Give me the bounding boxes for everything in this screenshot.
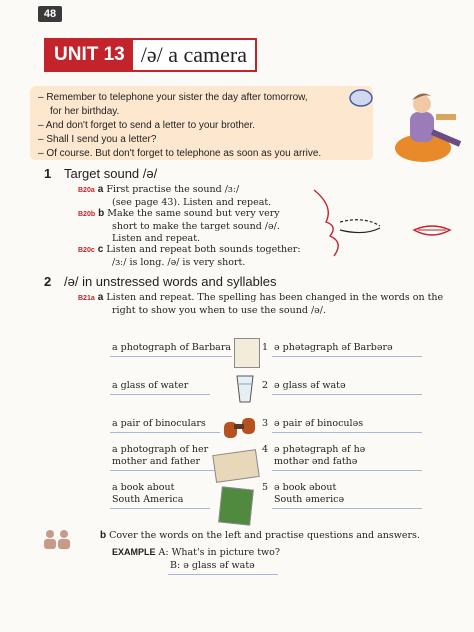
- row-right-text: South əmericə: [274, 494, 345, 505]
- dialog-line: – And don't forget to send a letter to your brother.: [38, 120, 256, 131]
- family-photo-illustration: [212, 449, 259, 483]
- example-label: EXAMPLE: [112, 547, 156, 557]
- example-b: B: ə glass əf watə: [170, 560, 255, 571]
- item-text: Listen and repeat both sounds together:: [106, 244, 301, 255]
- row-left-text: a glass of water: [112, 380, 189, 391]
- row-underline: [272, 432, 422, 433]
- intro-text: Listen and repeat. The spelling has been changed in the words on the: [106, 292, 444, 303]
- item-text: short to make the target sound /ə/.: [112, 221, 280, 232]
- dialog-line: – Remember to telephone your sister the day after tomorrow,: [38, 92, 308, 103]
- item-text: /ɜː/ is long. /ə/ is very short.: [112, 257, 246, 268]
- section-2-number: 2: [44, 274, 52, 289]
- photo-illustration: [234, 338, 260, 368]
- row-number: 3: [262, 418, 269, 429]
- row-underline: [110, 356, 232, 357]
- section-1-heading: [44, 166, 157, 181]
- row-number: 5: [262, 482, 269, 493]
- row-number: 1: [262, 342, 269, 353]
- row-underline: [110, 508, 210, 509]
- section-2-intro: [78, 292, 458, 317]
- item-letter: a: [97, 184, 104, 195]
- unit-label: UNIT 13: [46, 40, 133, 70]
- row-right-text: mothər ənd fathə: [274, 456, 358, 467]
- audio-track-tag: B20a: [78, 187, 95, 194]
- row-left-text: a pair of binoculars: [112, 418, 206, 429]
- row-number: 2: [262, 380, 269, 391]
- row-right-text: ə book əbout: [274, 482, 337, 493]
- mouth-diagram: [304, 186, 454, 266]
- row-underline: [110, 394, 210, 395]
- dialog-line: – Shall I send you a letter?: [38, 134, 157, 145]
- row-underline: [272, 508, 422, 509]
- row-right-text: ə phətəgraph əf hə: [274, 444, 366, 455]
- page-number: 48: [38, 6, 62, 22]
- audio-track-tag: B20c: [78, 247, 95, 254]
- section-1-item-b: [78, 208, 318, 245]
- example-underline: [168, 574, 278, 575]
- unit-header: [44, 38, 257, 72]
- item-text: (see page 43). Listen and repeat.: [112, 197, 272, 208]
- woman-phone-illustration: [378, 84, 468, 166]
- section-1-item-a: [78, 184, 318, 209]
- item-letter: b: [98, 208, 105, 219]
- row-right-text: ə phətəgraph əf Barbərə: [274, 342, 393, 353]
- section-2-title: /ə/ in unstressed words and syllables: [64, 274, 277, 289]
- book-illustration: [218, 486, 254, 525]
- row-underline: [272, 356, 422, 357]
- section-2-heading: [44, 274, 276, 289]
- intro-text: right to show you when to use the sound /ə/.: [112, 305, 327, 316]
- item-text: Make the same sound but very very: [107, 208, 280, 219]
- row-right-text: ə pair əf binoculəs: [274, 418, 364, 429]
- audio-track-tag: B20b: [78, 211, 96, 218]
- row-underline: [272, 470, 422, 471]
- row-right-text: ə glass əf watə: [274, 380, 346, 391]
- row-underline: [272, 394, 422, 395]
- item-text: Listen and repeat.: [112, 233, 201, 244]
- row-number: 4: [262, 444, 269, 455]
- item-letter: a: [97, 292, 104, 303]
- item-letter: c: [97, 244, 104, 255]
- glass-of-water-icon: [234, 374, 256, 404]
- section-1-title: Target sound /ə/: [64, 166, 158, 181]
- speech-bubble-icon: [348, 88, 376, 108]
- section-1-item-c: [78, 244, 328, 269]
- unit-title: /ə/ a camera: [140, 42, 248, 67]
- row-left-text: a photograph of her: [112, 444, 209, 455]
- dialog-box: [30, 86, 373, 160]
- row-left-text: South America: [112, 494, 184, 505]
- item-text: Cover the words on the left and practise questions and answers.: [109, 530, 420, 541]
- dialog-line: for her birthday.: [50, 106, 120, 117]
- example-a: A: What's in picture two?: [158, 547, 280, 558]
- row-left-text: mother and father: [112, 456, 201, 467]
- row-underline: [110, 470, 220, 471]
- binoculars-icon: [220, 414, 260, 442]
- row-left-text: a book about: [112, 482, 175, 493]
- audio-track-tag: B21a: [78, 295, 95, 302]
- dialog-line: – Of course. But don't forget to telephone as soon as you arrive.: [38, 148, 322, 159]
- item-text: First practise the sound /ɜː/: [106, 184, 240, 195]
- row-left-text: a photograph of Barbara: [112, 342, 232, 353]
- example-line: [112, 546, 280, 559]
- section-2-item-b: [100, 530, 460, 542]
- row-underline: [110, 432, 220, 433]
- pair-work-icon: [42, 528, 74, 550]
- item-letter: b: [100, 530, 107, 541]
- section-1-number: 1: [44, 166, 52, 181]
